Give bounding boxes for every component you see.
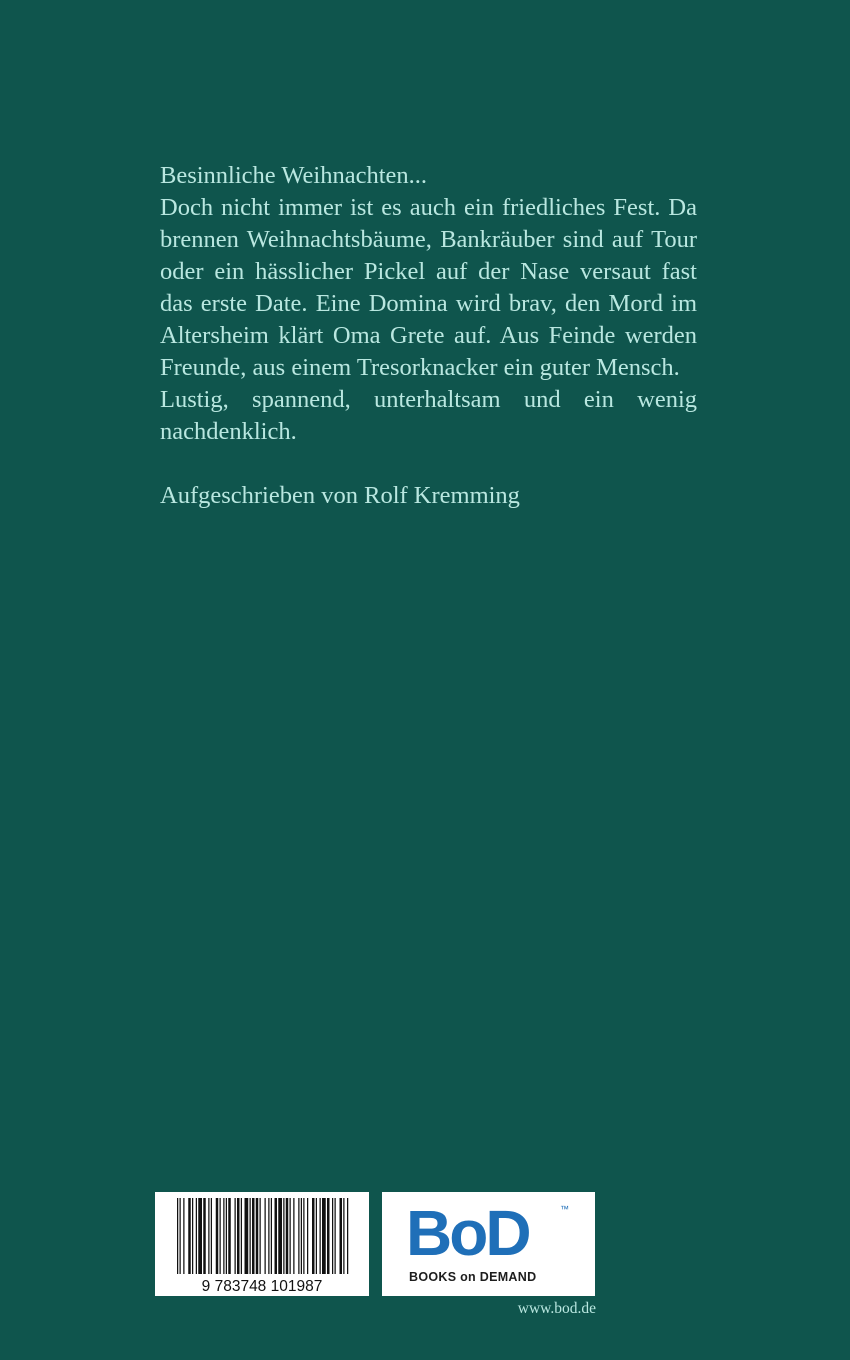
- barcode-bar: [241, 1198, 242, 1274]
- barcode-bar: [332, 1198, 333, 1274]
- barcode-bar: [290, 1198, 291, 1274]
- barcode-bar: [235, 1198, 236, 1274]
- barcode-bar: [271, 1198, 272, 1274]
- isbn-barcode: [155, 1192, 369, 1296]
- barcode-bar: [220, 1198, 221, 1274]
- barcode-bar: [293, 1198, 294, 1274]
- barcode-bar: [327, 1198, 330, 1274]
- barcode-bar: [250, 1198, 251, 1274]
- barcode-bar: [286, 1198, 289, 1274]
- publisher-tagline: BOOKS on DEMAND: [409, 1270, 537, 1284]
- barcode-bar: [260, 1198, 261, 1274]
- barcode-bar: [237, 1198, 240, 1274]
- barcode-bar: [223, 1198, 224, 1274]
- barcode-bar: [316, 1198, 317, 1274]
- barcode-bar: [216, 1198, 219, 1274]
- publisher-logo-box: [382, 1192, 595, 1296]
- barcode-bar: [283, 1198, 284, 1274]
- barcode-bar: [256, 1198, 259, 1274]
- barcode-bar: [307, 1198, 308, 1274]
- blurb-opening-line: Besinnliche Weihnachten...: [160, 162, 427, 189]
- barcode-bar: [228, 1198, 231, 1274]
- barcode-bar: [275, 1198, 278, 1274]
- back-cover-blurb: [160, 160, 697, 512]
- barcode-bar: [188, 1198, 191, 1274]
- barcode-bar: [312, 1198, 315, 1274]
- barcode-bar: [226, 1198, 227, 1274]
- spacer: [160, 448, 697, 480]
- barcode-bar: [301, 1198, 302, 1274]
- barcode-bar: [211, 1198, 212, 1274]
- barcode-bar: [322, 1198, 326, 1274]
- barcode-bar: [343, 1198, 344, 1274]
- barcode-bar: [177, 1198, 178, 1274]
- barcode-bar: [252, 1198, 255, 1274]
- barcode-bar: [245, 1198, 249, 1274]
- barcode-bar: [347, 1198, 348, 1274]
- barcode-bar: [340, 1198, 343, 1274]
- barcode-bar: [278, 1198, 282, 1274]
- barcode-bar: [198, 1198, 202, 1274]
- author-credit: Aufgeschrieben von Rolf Kremming: [160, 482, 520, 509]
- blurb-paragraph-1: Doch nicht immer ist es auch ein friedliches Fest. Da brennen Weihnachtsbäume, Bankräuber sind auf Tour oder ein hässlicher Pickel auf der Nase versaut fast das erste Date. Eine Domina wird brav, den Mord im Altersheim klärt Oma Grete auf. Aus Feinde werden Freunde, aus einem Tresorknacker ein guter Mensch.: [160, 194, 697, 381]
- barcode-graphic: [155, 1192, 369, 1296]
- barcode-bar: [320, 1198, 321, 1274]
- barcode-bar: [268, 1198, 269, 1274]
- barcode-bar: [180, 1198, 181, 1274]
- barcode-bar: [303, 1198, 304, 1274]
- publisher-url: www.bod.de: [517, 1300, 596, 1317]
- blurb-paragraph-2: Lustig, spannend, unterhaltsam und ein wenig nachdenklich.: [160, 386, 697, 445]
- barcode-bar: [335, 1198, 336, 1274]
- barcode-bar: [192, 1198, 193, 1274]
- barcode-bar: [203, 1198, 206, 1274]
- barcode-bar: [196, 1198, 197, 1274]
- barcode-bar: [208, 1198, 209, 1274]
- isbn-digits: 9 783748 101987: [201, 1278, 323, 1295]
- bod-logo: BoD: [406, 1197, 529, 1269]
- barcode-bar: [265, 1198, 266, 1274]
- barcode-bar: [183, 1198, 184, 1274]
- barcode-bar: [298, 1198, 299, 1274]
- trademark-symbol: ™: [560, 1204, 569, 1214]
